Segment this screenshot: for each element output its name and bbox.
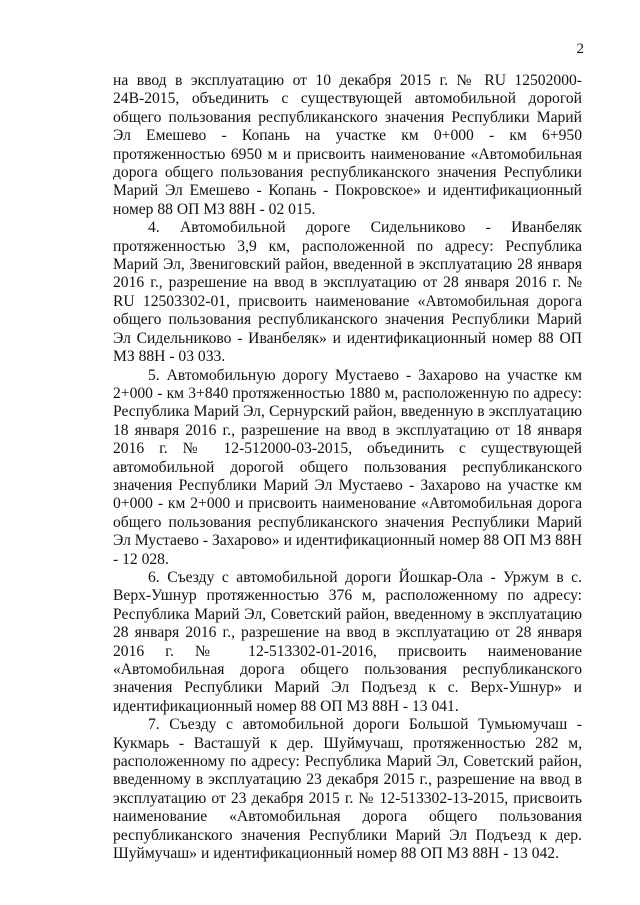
paragraph-continuation: на ввод в эксплуатацию от 10 декабря 2015 г. № RU 12502000-24В-2015, объединить с существующей автомобильной дорогой общего пользования республиканского значения Республики Марий Эл Емешево - Копань на участке км 0+000 - км 6+950 протяженностью 6950 м и присвоить наименование «Автомобильная дорога общего пользования республиканского значения Республики Марий Эл Емешево - Копань - Покровское» и идентификационный номер 88 ОП МЗ 88Н - 02 015. [113, 72, 582, 218]
paragraph-item-7: 7. Съезду с автомобильной дороги Большой Тумьюмучаш - Кукмарь - Васташуй к дер. Шуймучаш, протяженностью 282 м, расположенному по адресу: Республика Марий Эл, Советский район, введенному в эксплуатацию 23 декабря 2015 г., разрешение на ввод в эксплуатацию от 23 декабря 2015 г. № 12-513302-13-2015, присвоить наименование «Автомобильная дорога общего пользования республиканского значения Республики Марий Эл Подъезд к дер. Шуймучаш» и идентификационный номер 88 ОП МЗ 88Н - 13 042. [113, 716, 582, 863]
paragraph-item-5: 5. Автомобильную дорогу Мустаево - Захарово на участке км 2+000 - км 3+840 протяженностью 1880 м, расположенную по адресу: Республика Марий Эл, Сернурский район, введенную в эксплуатацию 18 января 2016 г., разрешение на ввод в эксплуатацию от 18 января 2016 г. № 12-512000-03-2015, объединить с существующей автомобильной дорогой общего пользования республиканского значения Республики Марий Эл Мустаево - Захарово на участке км 0+000 - км 2+000 и присвоить наименование «Автомобильная дорога общего пользования республиканского значения Республики Марий Эл Мустаево - Захарово» и идентификационный номер 88 ОП МЗ 88Н - 12 028. [113, 366, 582, 568]
paragraph-item-4: 4. Автомобильной дороге Сидельниково - Иванбеляк протяженностью 3,9 км, расположенной по адресу: Республика Марий Эл, Звениговский район, введенной в эксплуатацию 28 января 2016 г., разрешение на ввод в эксплуатацию от 28 января 2016 г. № RU 12503302-01, присвоить наименование «Автомобильная дорога общего пользования республиканского значения Республики Марий Эл Сидельниково - Иванбеляк» и идентификационный номер 88 ОП МЗ 88Н - 03 033. [113, 219, 582, 366]
page-number: 2 [576, 41, 584, 57]
paragraph-item-6: 6. Съезду с автомобильной дороги Йошкар-Ола - Уржум в с. Верх-Ушнур протяженностью 376 м, расположенному по адресу: Республика Марий Эл, Советский район, введенному в эксплуатацию 28 января 2016 г., разрешение на ввод в эксплуатацию от 28 января 2016 г. № 12-513302-01-2016, присвоить наименование «Автомобильная дорога общего пользования республиканского значения Республики Марий Эл Подъезд к с. Верх-Ушнур» и идентификационный номер 88 ОП МЗ 88Н - 13 041. [113, 568, 582, 715]
document-body [113, 72, 582, 863]
